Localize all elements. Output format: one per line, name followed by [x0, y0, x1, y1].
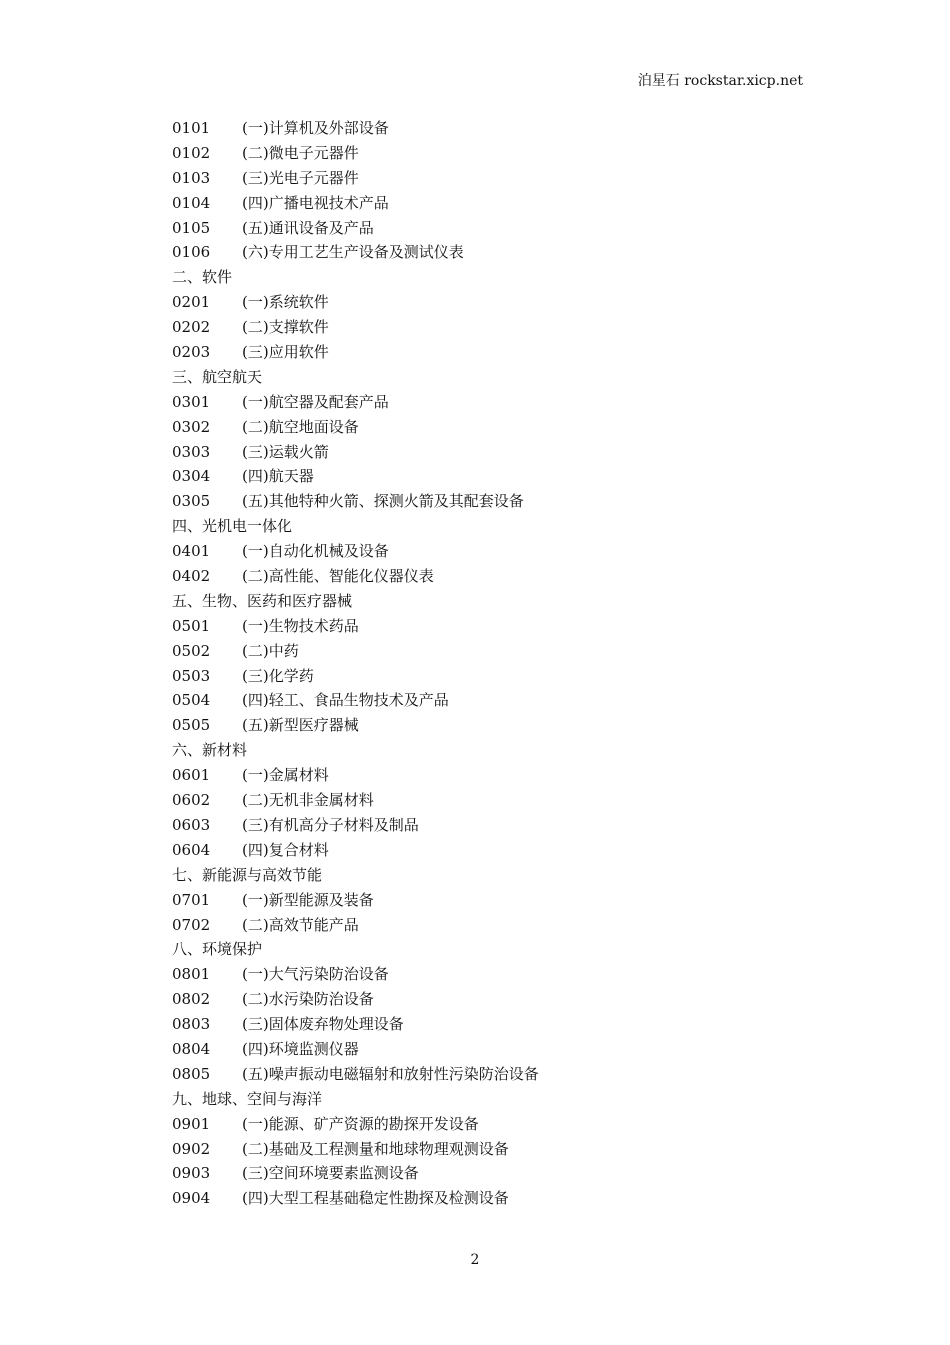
- catalog-item: [172, 639, 812, 664]
- catalog-item: [172, 813, 812, 838]
- item-code: 0106: [172, 243, 211, 262]
- item-code: 0102: [172, 143, 211, 162]
- item-label: (五)新型医疗器械: [242, 716, 359, 735]
- item-label: (四)航天器: [242, 467, 314, 486]
- item-label: (二)高效节能产品: [242, 915, 359, 934]
- catalog-item: [172, 664, 812, 689]
- item-code: 0601: [172, 766, 211, 785]
- section-heading: 三、航空航天: [172, 367, 263, 386]
- item-label: (三)固体废弃物处理设备: [242, 1015, 404, 1034]
- item-label: (一)系统软件: [242, 293, 329, 312]
- item-code: 0501: [172, 616, 211, 635]
- item-code: 0305: [172, 492, 211, 511]
- item-label: (一)金属材料: [242, 766, 329, 785]
- item-code: 0503: [172, 666, 211, 685]
- section-heading: 六、新材料: [172, 741, 248, 760]
- item-label: (四)大型工程基础稳定性勘探及检测设备: [242, 1189, 509, 1208]
- item-label: (二)无机非金属材料: [242, 791, 374, 810]
- item-code: 0803: [172, 1015, 211, 1034]
- item-label: (三)有机高分子材料及制品: [242, 815, 419, 834]
- page-number: 2: [470, 1252, 480, 1268]
- catalog-item: [172, 290, 812, 315]
- catalog-item: [172, 788, 812, 813]
- catalog-item: [172, 340, 812, 365]
- item-code: 0604: [172, 840, 211, 859]
- item-label: (一)自动化机械及设备: [242, 542, 389, 561]
- item-label: (二)支撑软件: [242, 318, 329, 337]
- catalog-item: [172, 614, 812, 639]
- item-code: 0805: [172, 1064, 211, 1083]
- item-code: 0104: [172, 193, 211, 212]
- catalog-item: [172, 1012, 812, 1037]
- item-code: 0801: [172, 965, 211, 984]
- catalog-item: [172, 315, 812, 340]
- item-code: 0201: [172, 293, 211, 312]
- section-heading: 五、生物、医药和医疗器械: [172, 591, 353, 610]
- catalog-item: [172, 688, 812, 713]
- catalog-item: [172, 1037, 812, 1062]
- item-code: 0203: [172, 343, 211, 362]
- catalog-item: [172, 240, 812, 265]
- catalog-item: [172, 1137, 812, 1162]
- item-code: 0402: [172, 567, 211, 586]
- catalog-item: [172, 1186, 812, 1211]
- catalog-item: [172, 913, 812, 938]
- item-code: 0804: [172, 1039, 211, 1058]
- item-code: 0701: [172, 890, 211, 909]
- item-code: 0602: [172, 791, 211, 810]
- item-label: (二)航空地面设备: [242, 417, 359, 436]
- item-code: 0802: [172, 990, 211, 1009]
- catalog-item: [172, 838, 812, 863]
- item-code: 0903: [172, 1164, 211, 1183]
- item-code: 0202: [172, 318, 211, 337]
- catalog-item: [172, 564, 812, 589]
- item-code: 0301: [172, 392, 211, 411]
- catalog-item: [172, 539, 812, 564]
- item-label: (三)空间环境要素监测设备: [242, 1164, 419, 1183]
- item-label: (一)航空器及配套产品: [242, 392, 389, 411]
- item-code: 0901: [172, 1114, 211, 1133]
- catalog-item: [172, 1112, 812, 1137]
- section-heading: 八、环境保护: [172, 940, 263, 959]
- item-code: 0504: [172, 691, 211, 710]
- catalog-item: [172, 116, 812, 141]
- catalog-item: [172, 191, 812, 216]
- item-label: (二)微电子元器件: [242, 143, 359, 162]
- item-code: 0702: [172, 915, 211, 934]
- section-heading: 九、地球、空间与海洋: [172, 1089, 323, 1108]
- item-label: (一)能源、矿产资源的勘探开发设备: [242, 1114, 479, 1133]
- item-label: (一)生物技术药品: [242, 616, 359, 635]
- item-label: (三)应用软件: [242, 343, 329, 362]
- item-label: (二)基础及工程测量和地球物理观测设备: [242, 1139, 509, 1158]
- section-heading: 七、新能源与高效节能: [172, 865, 323, 884]
- catalog-item: [172, 390, 812, 415]
- header-site: 泊星石 rockstar.xicp.net: [637, 73, 803, 89]
- item-label: (一)大气污染防治设备: [242, 965, 389, 984]
- item-label: (二)高性能、智能化仪器仪表: [242, 567, 434, 586]
- item-code: 0902: [172, 1139, 211, 1158]
- item-label: (三)运载火箭: [242, 442, 329, 461]
- item-code: 0505: [172, 716, 211, 735]
- catalog-item: [172, 888, 812, 913]
- catalog-item: [172, 763, 812, 788]
- catalog-item: [172, 216, 812, 241]
- item-code: 0303: [172, 442, 211, 461]
- catalog-item: [172, 1161, 812, 1186]
- item-code: 0103: [172, 168, 211, 187]
- item-code: 0101: [172, 119, 211, 137]
- catalog-item: [172, 440, 812, 465]
- catalog-item: [172, 1062, 812, 1087]
- item-label: (四)广播电视技术产品: [242, 193, 389, 212]
- item-label: (四)轻工、食品生物技术及产品: [242, 691, 449, 710]
- item-label: (六)专用工艺生产设备及测试仪表: [242, 243, 464, 262]
- item-code: 0105: [172, 218, 211, 237]
- item-label: (四)环境监测仪器: [242, 1039, 359, 1058]
- item-code: 0401: [172, 542, 211, 561]
- item-code: 0603: [172, 815, 211, 834]
- catalog-item: [172, 415, 812, 440]
- item-code: 0304: [172, 467, 211, 486]
- item-label: (一)新型能源及装备: [242, 890, 374, 909]
- item-label: (五)噪声振动电磁辐射和放射性污染防治设备: [242, 1064, 539, 1083]
- catalog-item: [172, 713, 812, 738]
- item-label: (一)计算机及外部设备: [242, 119, 389, 137]
- item-code: 0502: [172, 641, 211, 660]
- catalog-list: [172, 116, 812, 1211]
- item-label: (五)其他特种火箭、探测火箭及其配套设备: [242, 492, 524, 511]
- item-label: (二)中药: [242, 641, 299, 660]
- item-label: (五)通讯设备及产品: [242, 218, 374, 237]
- catalog-item: [172, 489, 812, 514]
- item-label: (二)水污染防治设备: [242, 990, 374, 1009]
- item-code: 0904: [172, 1189, 211, 1208]
- catalog-item: [172, 962, 812, 987]
- item-code: 0302: [172, 417, 211, 436]
- catalog-item: [172, 987, 812, 1012]
- catalog-item: [172, 141, 812, 166]
- catalog-item: [172, 166, 812, 191]
- section-heading: 二、软件: [172, 268, 233, 287]
- item-label: (三)光电子元器件: [242, 168, 359, 187]
- section-heading: 四、光机电一体化: [172, 517, 293, 536]
- item-label: (三)化学药: [242, 666, 314, 685]
- item-label: (四)复合材料: [242, 840, 329, 859]
- catalog-item: [172, 464, 812, 489]
